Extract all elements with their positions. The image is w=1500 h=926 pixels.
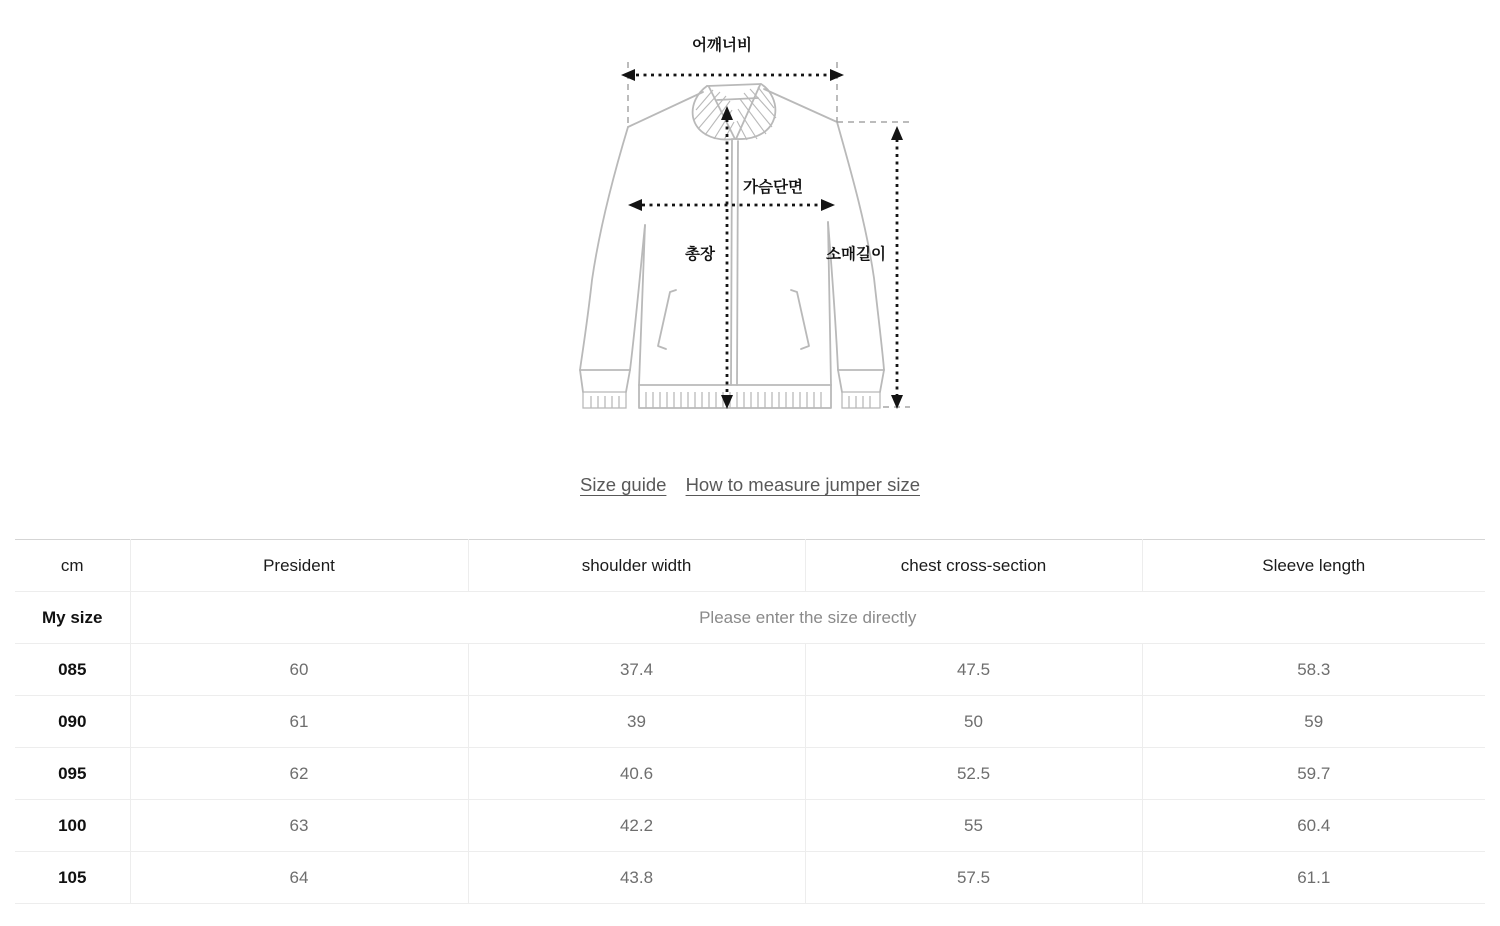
chest-value: 57.5 — [805, 852, 1142, 904]
chest-value: 55 — [805, 800, 1142, 852]
size-label: 090 — [15, 696, 130, 748]
my-size-label: My size — [15, 592, 130, 644]
table-row-090 — [15, 696, 1485, 748]
size-label: 105 — [15, 852, 130, 904]
col-header-shoulder-width: shoulder width — [468, 540, 805, 592]
shoulder-width-arrow — [621, 69, 844, 81]
chest-value: 50 — [805, 696, 1142, 748]
right-pocket — [791, 290, 809, 349]
col-header-president: President — [130, 540, 468, 592]
col-header-cm: cm — [15, 540, 130, 592]
chest-value: 47.5 — [805, 644, 1142, 696]
table-row-095 — [15, 748, 1485, 800]
jumper-measure-diagram — [0, 20, 1500, 430]
hem-rib — [646, 392, 821, 408]
table-row-105 — [15, 852, 1485, 904]
col-header-sleeve-length: Sleeve length — [1142, 540, 1485, 592]
president-value: 60 — [130, 644, 468, 696]
shoulder-width-value: 43.8 — [468, 852, 805, 904]
shoulder-width-value: 39 — [468, 696, 805, 748]
my-size-row — [15, 592, 1485, 644]
col-header-chest-cross-section: chest cross-section — [805, 540, 1142, 592]
total-length-label: 총장 — [685, 246, 715, 263]
size-label: 085 — [15, 644, 130, 696]
size-label: 100 — [15, 800, 130, 852]
president-value: 64 — [130, 852, 468, 904]
jumper-diagram-svg — [560, 20, 940, 425]
shoulder-width-label: 어깨너비 — [692, 37, 752, 54]
size-table-header-row — [15, 540, 1485, 592]
sleeve-length-value: 59 — [1142, 696, 1485, 748]
how-to-measure-link[interactable]: How to measure jumper size — [685, 474, 920, 495]
chest-value: 52.5 — [805, 748, 1142, 800]
sleeve-length-label: 소매길이 — [826, 246, 886, 263]
president-value: 63 — [130, 800, 468, 852]
chest-cross-section-label: 가슴단면 — [743, 179, 803, 196]
shoulder-width-value: 40.6 — [468, 748, 805, 800]
left-pocket — [658, 290, 676, 349]
my-size-input-cell[interactable]: Please enter the size directly — [130, 592, 1485, 644]
size-label: 095 — [15, 748, 130, 800]
size-table — [15, 539, 1485, 904]
shoulder-width-value: 37.4 — [468, 644, 805, 696]
sleeve-length-value: 58.3 — [1142, 644, 1485, 696]
president-value: 62 — [130, 748, 468, 800]
guide-links — [0, 474, 1500, 496]
table-row-085 — [15, 644, 1485, 696]
sleeve-length-value: 60.4 — [1142, 800, 1485, 852]
president-value: 61 — [130, 696, 468, 748]
size-guide-link[interactable]: Size guide — [580, 474, 667, 495]
shoulder-width-value: 42.2 — [468, 800, 805, 852]
guide-lines — [628, 62, 912, 407]
left-cuff-rib — [591, 396, 619, 408]
table-row-100 — [15, 800, 1485, 852]
right-cuff-rib — [849, 396, 870, 408]
sleeve-length-value: 59.7 — [1142, 748, 1485, 800]
sleeve-length-value: 61.1 — [1142, 852, 1485, 904]
sleeve-length-arrow — [891, 126, 903, 409]
